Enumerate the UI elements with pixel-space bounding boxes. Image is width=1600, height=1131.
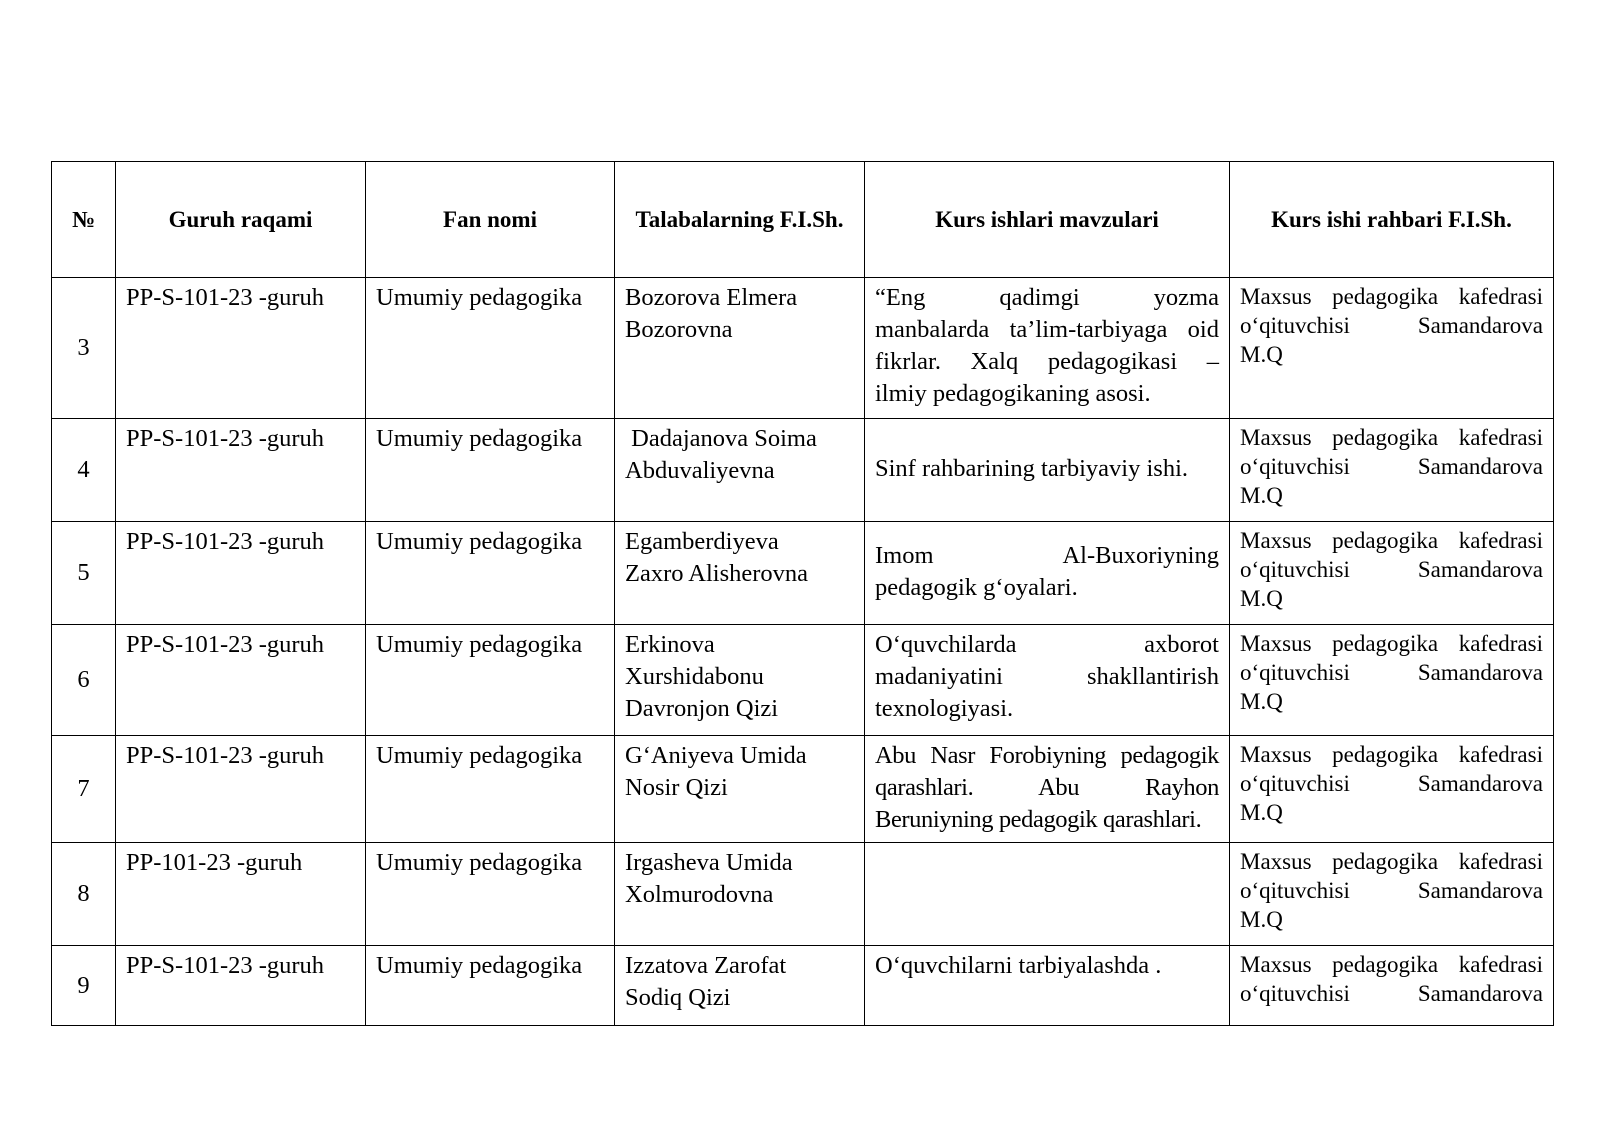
topic-line: Abu Nasr Forobiyning pedagogik bbox=[875, 742, 1219, 769]
topic-cell bbox=[865, 946, 1230, 1026]
table-row bbox=[52, 946, 1554, 1026]
advisor-cell bbox=[1230, 736, 1554, 843]
subject-cell bbox=[366, 278, 615, 419]
topic-cell bbox=[865, 419, 1230, 522]
advisor-line: o‘qituvchisi Samandarova bbox=[1240, 557, 1543, 582]
advisor-line: Maxsus pedagogika kafedrasi bbox=[1240, 631, 1543, 656]
student-name bbox=[615, 843, 864, 917]
group-cell bbox=[116, 843, 366, 946]
advisor-line: Maxsus pedagogika kafedrasi bbox=[1240, 742, 1543, 767]
student-name-line: Bozorovna bbox=[625, 316, 733, 343]
advisor-line: M.Q bbox=[1240, 483, 1283, 508]
advisor-text bbox=[1230, 522, 1553, 619]
topic-line: ilmiy pedagogikaning asosi. bbox=[875, 380, 1151, 407]
student-cell bbox=[615, 946, 865, 1026]
subject-name: Umumiy pedagogika bbox=[376, 742, 583, 769]
group-number: PP-S-101-23 -guruh bbox=[126, 742, 325, 769]
group-number: PP-101-23 -guruh bbox=[126, 849, 303, 876]
subject-cell bbox=[366, 736, 615, 843]
advisor-cell bbox=[1230, 278, 1554, 419]
topic-text bbox=[865, 278, 1229, 416]
student-name-line: Erkinova bbox=[625, 631, 715, 658]
subject-cell bbox=[366, 522, 615, 625]
topic-cell bbox=[865, 522, 1230, 625]
student-name-line: Dadajanova Soima bbox=[625, 425, 817, 452]
subject-name: Umumiy pedagogika bbox=[376, 284, 583, 311]
student-name bbox=[615, 419, 864, 493]
student-name-line: Xolmurodovna bbox=[625, 881, 774, 908]
header-advisor: Kurs ishi rahbari F.I.Sh. bbox=[1230, 162, 1554, 278]
group-cell bbox=[116, 625, 366, 736]
student-cell bbox=[615, 625, 865, 736]
subject-name: Umumiy pedagogika bbox=[376, 425, 583, 452]
header-topic: Kurs ishlari mavzulari bbox=[865, 162, 1230, 278]
student-name-line: Egamberdiyeva bbox=[625, 528, 779, 555]
row-number: 4 bbox=[77, 456, 90, 483]
topic-text bbox=[865, 946, 1229, 988]
subject-name: Umumiy pedagogika bbox=[376, 631, 583, 658]
topic-line: texnologiyasi. bbox=[875, 695, 1014, 722]
group-number: PP-S-101-23 -guruh bbox=[126, 284, 325, 311]
group-number: PP-S-101-23 -guruh bbox=[126, 952, 325, 979]
row-number-cell bbox=[52, 625, 116, 736]
subject-cell bbox=[366, 419, 615, 522]
advisor-line: Maxsus pedagogika kafedrasi bbox=[1240, 425, 1543, 450]
topic-cell bbox=[865, 625, 1230, 736]
student-name-line: Abduvaliyevna bbox=[625, 457, 775, 484]
advisor-cell bbox=[1230, 419, 1554, 522]
advisor-text bbox=[1230, 278, 1553, 375]
student-name bbox=[615, 625, 864, 731]
topic-cell bbox=[865, 278, 1230, 419]
header-student: Talabalarning F.I.Sh. bbox=[615, 162, 865, 278]
topic-line: fikrlar. Xalq pedagogikasi – bbox=[875, 348, 1219, 375]
student-name-line: Zaxro Alisherovna bbox=[625, 560, 809, 587]
group-number: PP-S-101-23 -guruh bbox=[126, 425, 325, 452]
advisor-line: o‘qituvchisi Samandarova bbox=[1240, 660, 1543, 685]
advisor-text bbox=[1230, 946, 1553, 1014]
group-cell bbox=[116, 522, 366, 625]
table-body bbox=[52, 278, 1554, 1026]
row-number-cell bbox=[52, 522, 116, 625]
advisor-line: M.Q bbox=[1240, 342, 1283, 367]
course-work-table bbox=[51, 161, 1554, 1026]
header-subject: Fan nomi bbox=[366, 162, 615, 278]
advisor-line: M.Q bbox=[1240, 907, 1283, 932]
student-name-line: Izzatova Zarofat bbox=[625, 952, 787, 979]
subject-name: Umumiy pedagogika bbox=[376, 528, 583, 555]
table-row bbox=[52, 419, 1554, 522]
advisor-line: M.Q bbox=[1240, 586, 1283, 611]
row-number-cell bbox=[52, 946, 116, 1026]
topic-line: O‘quvchilarni tarbiyalashda . bbox=[875, 952, 1162, 979]
student-name-line: G‘Aniyeva Umida bbox=[625, 742, 807, 769]
table-row bbox=[52, 522, 1554, 625]
row-number: 6 bbox=[77, 666, 90, 693]
subject-name: Umumiy pedagogika bbox=[376, 849, 583, 876]
topic-line: “Eng qadimgi yozma bbox=[875, 284, 1219, 311]
student-cell bbox=[615, 843, 865, 946]
row-number-cell bbox=[52, 278, 116, 419]
advisor-line: Maxsus pedagogika kafedrasi bbox=[1240, 849, 1543, 874]
topic-line: Imom Al-Buxoriyning bbox=[875, 542, 1219, 569]
row-number-cell bbox=[52, 419, 116, 522]
advisor-cell bbox=[1230, 522, 1554, 625]
header-group: Guruh raqami bbox=[116, 162, 366, 278]
student-cell bbox=[615, 522, 865, 625]
advisor-line: Maxsus pedagogika kafedrasi bbox=[1240, 284, 1543, 309]
advisor-line: M.Q bbox=[1240, 800, 1283, 825]
row-number: 5 bbox=[77, 559, 90, 586]
student-cell bbox=[615, 736, 865, 843]
header-row bbox=[52, 162, 1554, 278]
student-name bbox=[615, 946, 864, 1020]
student-name bbox=[615, 736, 864, 810]
row-number: 8 bbox=[77, 880, 90, 907]
advisor-line: o‘qituvchisi Samandarova bbox=[1240, 313, 1543, 338]
table-row bbox=[52, 736, 1554, 843]
topic-line: qarashlari. Abu Rayhon bbox=[875, 774, 1219, 801]
row-number: 7 bbox=[77, 775, 90, 802]
row-number: 3 bbox=[77, 334, 90, 361]
student-name-line: Davronjon Qizi bbox=[625, 695, 779, 722]
advisor-text bbox=[1230, 843, 1553, 940]
topic-cell bbox=[865, 736, 1230, 843]
header-number: № bbox=[52, 162, 116, 278]
topic-text bbox=[865, 625, 1229, 731]
table-row bbox=[52, 278, 1554, 419]
advisor-line: o‘qituvchisi Samandarova bbox=[1240, 454, 1543, 479]
advisor-text bbox=[1230, 419, 1553, 516]
topic-line: madaniyatini shakllantirish bbox=[875, 663, 1219, 690]
advisor-line: Maxsus pedagogika kafedrasi bbox=[1240, 952, 1543, 977]
student-name-line: Bozorova Elmera bbox=[625, 284, 798, 311]
topic-text bbox=[865, 449, 1229, 491]
advisor-line: M.Q bbox=[1240, 689, 1283, 714]
topic-line: O‘quvchilarda axborot bbox=[875, 631, 1219, 658]
group-number: PP-S-101-23 -guruh bbox=[126, 528, 325, 555]
advisor-text bbox=[1230, 625, 1553, 722]
student-name-line: Irgasheva Umida bbox=[625, 849, 793, 876]
subject-cell bbox=[366, 843, 615, 946]
student-cell bbox=[615, 419, 865, 522]
student-name bbox=[615, 278, 864, 352]
advisor-line: o‘qituvchisi Samandarova bbox=[1240, 771, 1543, 796]
student-name-line: Xurshidabonu bbox=[625, 663, 764, 690]
advisor-line: o‘qituvchisi Samandarova bbox=[1240, 878, 1543, 903]
group-cell bbox=[116, 419, 366, 522]
subject-cell bbox=[366, 946, 615, 1026]
student-name-line: Nosir Qizi bbox=[625, 774, 728, 801]
advisor-line: o‘qituvchisi Samandarova bbox=[1240, 981, 1543, 1006]
topic-line: Sinf rahbarining tarbiyaviy ishi. bbox=[875, 455, 1188, 482]
topic-line: Beruniyning pedagogik qarashlari. bbox=[875, 806, 1202, 833]
student-cell bbox=[615, 278, 865, 419]
topic-line: pedagogik g‘oyalari. bbox=[875, 574, 1078, 601]
advisor-cell bbox=[1230, 625, 1554, 736]
subject-cell bbox=[366, 625, 615, 736]
topic-text bbox=[865, 736, 1229, 842]
table-row bbox=[52, 843, 1554, 946]
student-name bbox=[615, 522, 864, 596]
row-number: 9 bbox=[77, 971, 90, 999]
table-row bbox=[52, 625, 1554, 736]
group-number: PP-S-101-23 -guruh bbox=[126, 631, 325, 658]
topic-text bbox=[865, 843, 1229, 853]
advisor-cell bbox=[1230, 843, 1554, 946]
table-header bbox=[52, 162, 1554, 278]
topic-line: manbalarda ta’lim-tarbiyaga oid bbox=[875, 316, 1219, 343]
advisor-line: Maxsus pedagogika kafedrasi bbox=[1240, 528, 1543, 553]
advisor-text bbox=[1230, 736, 1553, 833]
group-cell bbox=[116, 946, 366, 1026]
topic-text bbox=[865, 536, 1229, 610]
row-number-cell bbox=[52, 843, 116, 946]
group-cell bbox=[116, 736, 366, 843]
student-name-line: Sodiq Qizi bbox=[625, 984, 731, 1011]
subject-name: Umumiy pedagogika bbox=[376, 952, 583, 979]
group-cell bbox=[116, 278, 366, 419]
topic-cell bbox=[865, 843, 1230, 946]
row-number-cell bbox=[52, 736, 116, 843]
advisor-cell bbox=[1230, 946, 1554, 1026]
